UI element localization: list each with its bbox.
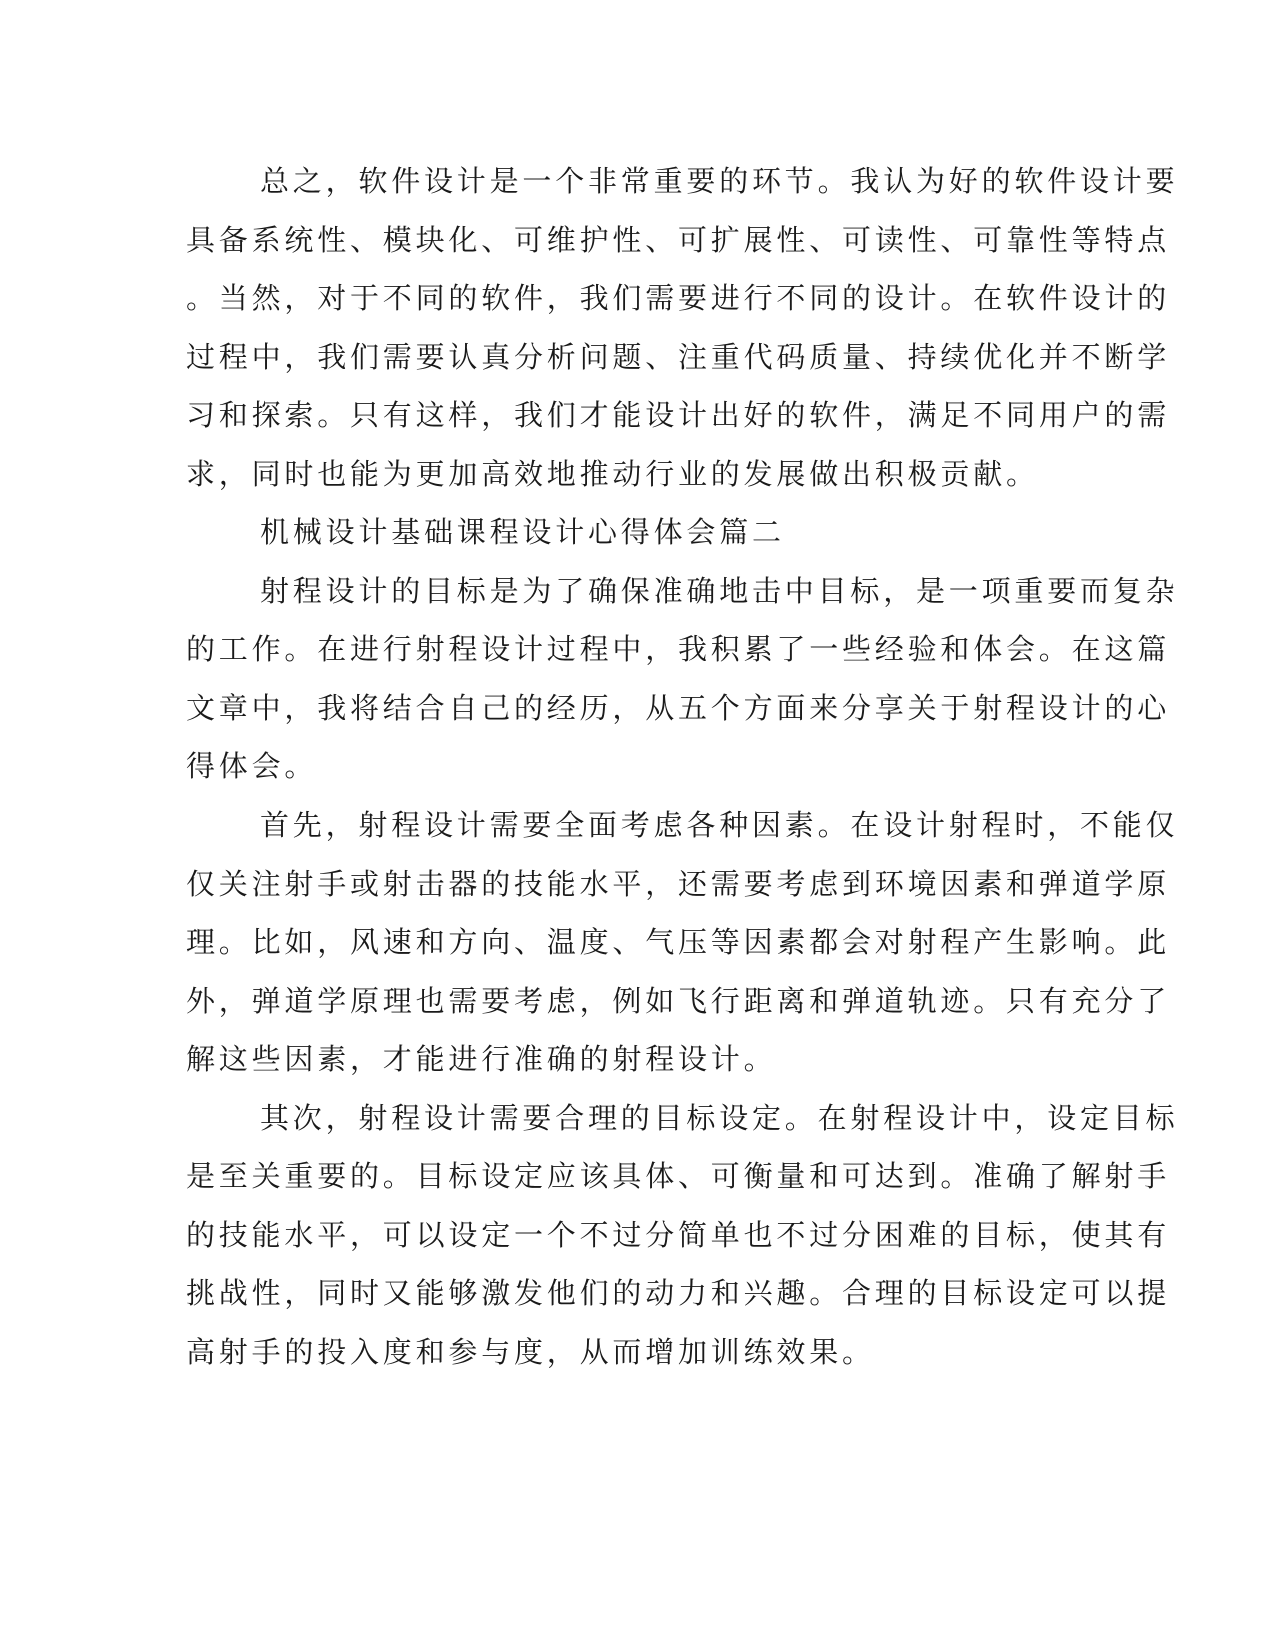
section-heading: 机械设计基础课程设计心得体会篇二: [260, 515, 785, 549]
paragraph-line: 过程中，我们需要认真分析问题、注重代码质量、持续优化并不断学: [186, 340, 1171, 374]
paragraph-line: 的工作。在进行射程设计过程中，我积累了一些经验和体会。在这篇: [186, 632, 1171, 666]
paragraph-line: 求，同时也能为更加高效地推动行业的发展做出积极贡献。: [186, 457, 1039, 491]
paragraph-line: 仅关注射手或射击器的技能水平，还需要考虑到环境因素和弹道学原: [186, 867, 1171, 901]
paragraph-line: 挑战性，同时又能够激发他们的动力和兴趣。合理的目标设定可以提: [186, 1276, 1171, 1310]
paragraph-line: 总之，软件设计是一个非常重要的环节。我认为好的软件设计要: [260, 164, 1179, 198]
paragraph-line: 高射手的投入度和参与度，从而增加训练效果。: [186, 1335, 875, 1369]
paragraph-line: 文章中，我将结合自己的经历，从五个方面来分享关于射程设计的心: [186, 691, 1171, 725]
paragraph-line: 其次，射程设计需要合理的目标设定。在射程设计中，设定目标: [260, 1101, 1179, 1135]
paragraph-line: 射程设计的目标是为了确保准确地击中目标，是一项重要而复杂: [260, 574, 1179, 608]
paragraph-line: 理。比如，风速和方向、温度、气压等因素都会对射程产生影响。此: [186, 925, 1171, 959]
paragraph-line: 解这些因素，才能进行准确的射程设计。: [186, 1042, 777, 1076]
paragraph-line: 。当然，对于不同的软件，我们需要进行不同的设计。在软件设计的: [186, 281, 1171, 315]
paragraph-line: 的技能水平，可以设定一个不过分简单也不过分困难的目标，使其有: [186, 1218, 1171, 1252]
paragraph-line: 首先，射程设计需要全面考虑各种因素。在设计射程时，不能仅: [260, 808, 1179, 842]
paragraph-line: 是至关重要的。目标设定应该具体、可衡量和可达到。准确了解射手: [186, 1159, 1171, 1193]
paragraph-line: 具备系统性、模块化、可维护性、可扩展性、可读性、可靠性等特点: [186, 223, 1171, 257]
paragraph-line: 得体会。: [186, 749, 318, 783]
paragraph-line: 习和探索。只有这样，我们才能设计出好的软件，满足不同用户的需: [186, 398, 1171, 432]
paragraph-line: 外，弹道学原理也需要考虑，例如飞行距离和弹道轨迹。只有充分了: [186, 984, 1171, 1018]
